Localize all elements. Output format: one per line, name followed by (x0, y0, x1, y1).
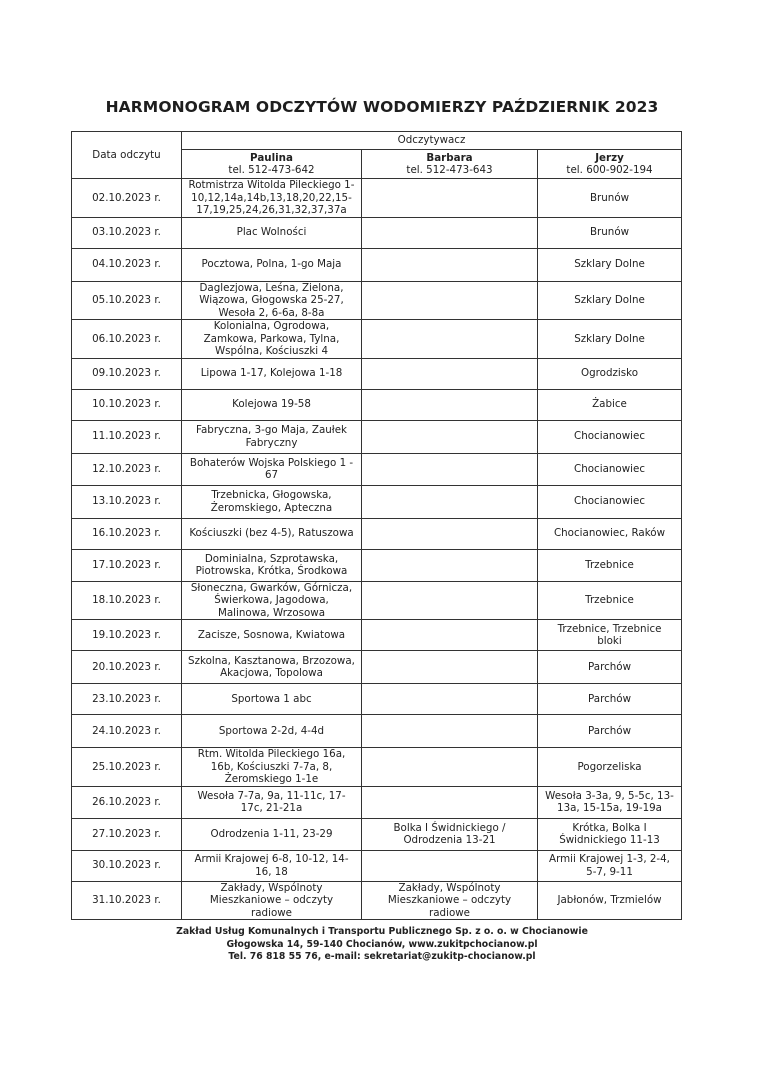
barbara-cell (362, 549, 538, 581)
footer-address: Głogowska 14, 59-140 Chocianów, www.zukitpchocianow.pl (226, 938, 538, 950)
reader-header-barbara (362, 150, 538, 179)
readers-group-header: Odczytywacz (182, 132, 682, 150)
date-cell: 10.10.2023 r. (72, 389, 182, 420)
jerzy-cell: Chocianowiec (538, 453, 682, 485)
footer-contact: Tel. 76 818 55 76, e-mail: sekretariat@zukitp-chocianow.pl (228, 951, 536, 963)
paulina-cell: Sportowa 2-2d, 4-4d (182, 715, 362, 748)
table-row (72, 620, 682, 651)
jerzy-cell: Chocianowiec (538, 485, 682, 518)
paulina-cell: Pocztowa, Polna, 1-go Maja (182, 248, 362, 281)
table-row (72, 281, 682, 320)
jerzy-cell: Ogrodzisko (538, 358, 682, 389)
paulina-cell: Armii Krajowej 6-8, 10-12, 14-16, 18 (182, 850, 362, 881)
barbara-cell (362, 281, 538, 320)
schedule-table (71, 131, 682, 920)
paulina-cell: Rotmistrza Witolda Pileckiego 1-10,12,14a,14b,13,18,20,22,15-17,19,25,24,26,31,32,37,37a (182, 179, 362, 218)
barbara-cell (362, 217, 538, 248)
date-column-header: Data odczytu (72, 132, 182, 179)
paulina-cell: Szkolna, Kasztanowa, Brzozowa, Akacjowa, Topolowa (182, 651, 362, 684)
footer (0, 926, 764, 964)
jerzy-cell: Trzebnice (538, 549, 682, 581)
date-cell: 19.10.2023 r. (72, 620, 182, 651)
table-row (72, 518, 682, 549)
paulina-cell: Zakłady, Wspólnoty Mieszkaniowe – odczyty radiowe (182, 881, 362, 920)
reader-name: Jerzy (595, 151, 624, 164)
barbara-cell (362, 358, 538, 389)
barbara-cell (362, 248, 538, 281)
jerzy-cell: Trzebnice, Trzebnice bloki (538, 620, 682, 651)
barbara-cell (362, 748, 538, 787)
paulina-cell: Kolonialna, Ogrodowa, Zamkowa, Parkowa, Tylna, Wspólna, Kościuszki 4 (182, 320, 362, 359)
jerzy-cell: Brunów (538, 217, 682, 248)
jerzy-cell: Jabłonów, Trzmielów (538, 881, 682, 920)
paulina-cell: Lipowa 1-17, Kolejowa 1-18 (182, 358, 362, 389)
paulina-cell: Bohaterów Wojska Polskiego 1 - 67 (182, 453, 362, 485)
paulina-cell: Rtm. Witolda Pileckiego 16a, 16b, Kościuszki 7-7a, 8, Żeromskiego 1-1e (182, 748, 362, 787)
jerzy-cell: Brunów (538, 179, 682, 218)
jerzy-cell: Krótka, Bolka I Świdnickiego 11-13 (538, 818, 682, 850)
document-title: HARMONOGRAM ODCZYTÓW WODOMIERZY PAŹDZIERNIK 2023 (105, 98, 659, 116)
barbara-cell (362, 389, 538, 420)
reader-header-paulina (182, 150, 362, 179)
date-cell: 23.10.2023 r. (72, 684, 182, 715)
jerzy-cell: Żabice (538, 389, 682, 420)
table-row (72, 715, 682, 748)
table-row (72, 786, 682, 818)
reader-phone: tel. 512-473-642 (228, 164, 315, 176)
date-cell: 05.10.2023 r. (72, 281, 182, 320)
table-row (72, 248, 682, 281)
paulina-cell: Daglezjowa, Leśna, Zielona, Wiązowa, Głogowska 25-27, Wesoła 2, 6-6a, 8-8a (182, 281, 362, 320)
paulina-cell: Odrodzenia 1-11, 23-29 (182, 818, 362, 850)
barbara-cell (362, 485, 538, 518)
paulina-cell: Zacisze, Sosnowa, Kwiatowa (182, 620, 362, 651)
jerzy-cell: Szklary Dolne (538, 281, 682, 320)
jerzy-cell: Pogorzeliska (538, 748, 682, 787)
date-cell: 20.10.2023 r. (72, 651, 182, 684)
date-cell: 03.10.2023 r. (72, 217, 182, 248)
date-cell: 24.10.2023 r. (72, 715, 182, 748)
jerzy-cell: Armii Krajowej 1-3, 2-4, 5-7, 9-11 (538, 850, 682, 881)
jerzy-cell: Trzebnice (538, 581, 682, 620)
barbara-cell (362, 420, 538, 453)
paulina-cell: Wesoła 7-7a, 9a, 11-11c, 17-17c, 21-21a (182, 786, 362, 818)
table-row (72, 179, 682, 218)
barbara-cell (362, 320, 538, 359)
date-cell: 31.10.2023 r. (72, 881, 182, 920)
jerzy-cell: Chocianowiec, Raków (538, 518, 682, 549)
table-row (72, 320, 682, 359)
jerzy-cell: Parchów (538, 715, 682, 748)
barbara-cell (362, 786, 538, 818)
table-row (72, 581, 682, 620)
barbara-cell (362, 518, 538, 549)
barbara-cell (362, 620, 538, 651)
barbara-cell: Zakłady, Wspólnoty Mieszkaniowe – odczyty radiowe (362, 881, 538, 920)
table-row (72, 818, 682, 850)
barbara-cell (362, 850, 538, 881)
table-row (72, 850, 682, 881)
date-cell: 11.10.2023 r. (72, 420, 182, 453)
table-row (72, 420, 682, 453)
table-row (72, 651, 682, 684)
date-cell: 02.10.2023 r. (72, 179, 182, 218)
table-row (72, 358, 682, 389)
jerzy-cell: Wesoła 3-3a, 9, 5-5c, 13-13a, 15-15a, 19-19a (538, 786, 682, 818)
table-row (72, 748, 682, 787)
paulina-cell: Słoneczna, Gwarków, Górnicza, Świerkowa, Jagodowa, Malinowa, Wrzosowa (182, 581, 362, 620)
table-row (72, 881, 682, 920)
table-row (72, 485, 682, 518)
date-cell: 13.10.2023 r. (72, 485, 182, 518)
jerzy-cell: Chocianowiec (538, 420, 682, 453)
date-cell: 12.10.2023 r. (72, 453, 182, 485)
date-cell: 25.10.2023 r. (72, 748, 182, 787)
paulina-cell: Fabryczna, 3-go Maja, Zaułek Fabryczny (182, 420, 362, 453)
table-row (72, 389, 682, 420)
barbara-cell (362, 453, 538, 485)
date-cell: 06.10.2023 r. (72, 320, 182, 359)
date-cell: 04.10.2023 r. (72, 248, 182, 281)
table-row (72, 684, 682, 715)
paulina-cell: Trzebnicka, Głogowska, Żeromskiego, Apteczna (182, 485, 362, 518)
paulina-cell: Sportowa 1 abc (182, 684, 362, 715)
date-cell: 27.10.2023 r. (72, 818, 182, 850)
paulina-cell: Dominialna, Szprotawska, Piotrowska, Krótka, Środkowa (182, 549, 362, 581)
jerzy-cell: Szklary Dolne (538, 248, 682, 281)
barbara-cell (362, 581, 538, 620)
reader-name: Barbara (426, 151, 473, 164)
barbara-cell (362, 684, 538, 715)
table-row (72, 549, 682, 581)
paulina-cell: Kościuszki (bez 4-5), Ratuszowa (182, 518, 362, 549)
date-cell: 09.10.2023 r. (72, 358, 182, 389)
date-cell: 16.10.2023 r. (72, 518, 182, 549)
date-cell: 30.10.2023 r. (72, 850, 182, 881)
footer-company: Zakład Usług Komunalnych i Transportu Publicznego Sp. z o. o. w Chocianowie (176, 926, 588, 937)
jerzy-cell: Parchów (538, 651, 682, 684)
paulina-cell: Plac Wolności (182, 217, 362, 248)
date-cell: 18.10.2023 r. (72, 581, 182, 620)
reader-header-jerzy (538, 150, 682, 179)
reader-name: Paulina (250, 151, 293, 164)
jerzy-cell: Szklary Dolne (538, 320, 682, 359)
barbara-cell (362, 715, 538, 748)
date-cell: 26.10.2023 r. (72, 786, 182, 818)
table-row (72, 453, 682, 485)
barbara-cell: Bolka I Świdnickiego / Odrodzenia 13-21 (362, 818, 538, 850)
reader-phone: tel. 600-902-194 (566, 164, 653, 176)
reader-phone: tel. 512-473-643 (406, 164, 493, 176)
date-cell: 17.10.2023 r. (72, 549, 182, 581)
barbara-cell (362, 651, 538, 684)
jerzy-cell: Parchów (538, 684, 682, 715)
table-row (72, 217, 682, 248)
barbara-cell (362, 179, 538, 218)
paulina-cell: Kolejowa 19-58 (182, 389, 362, 420)
